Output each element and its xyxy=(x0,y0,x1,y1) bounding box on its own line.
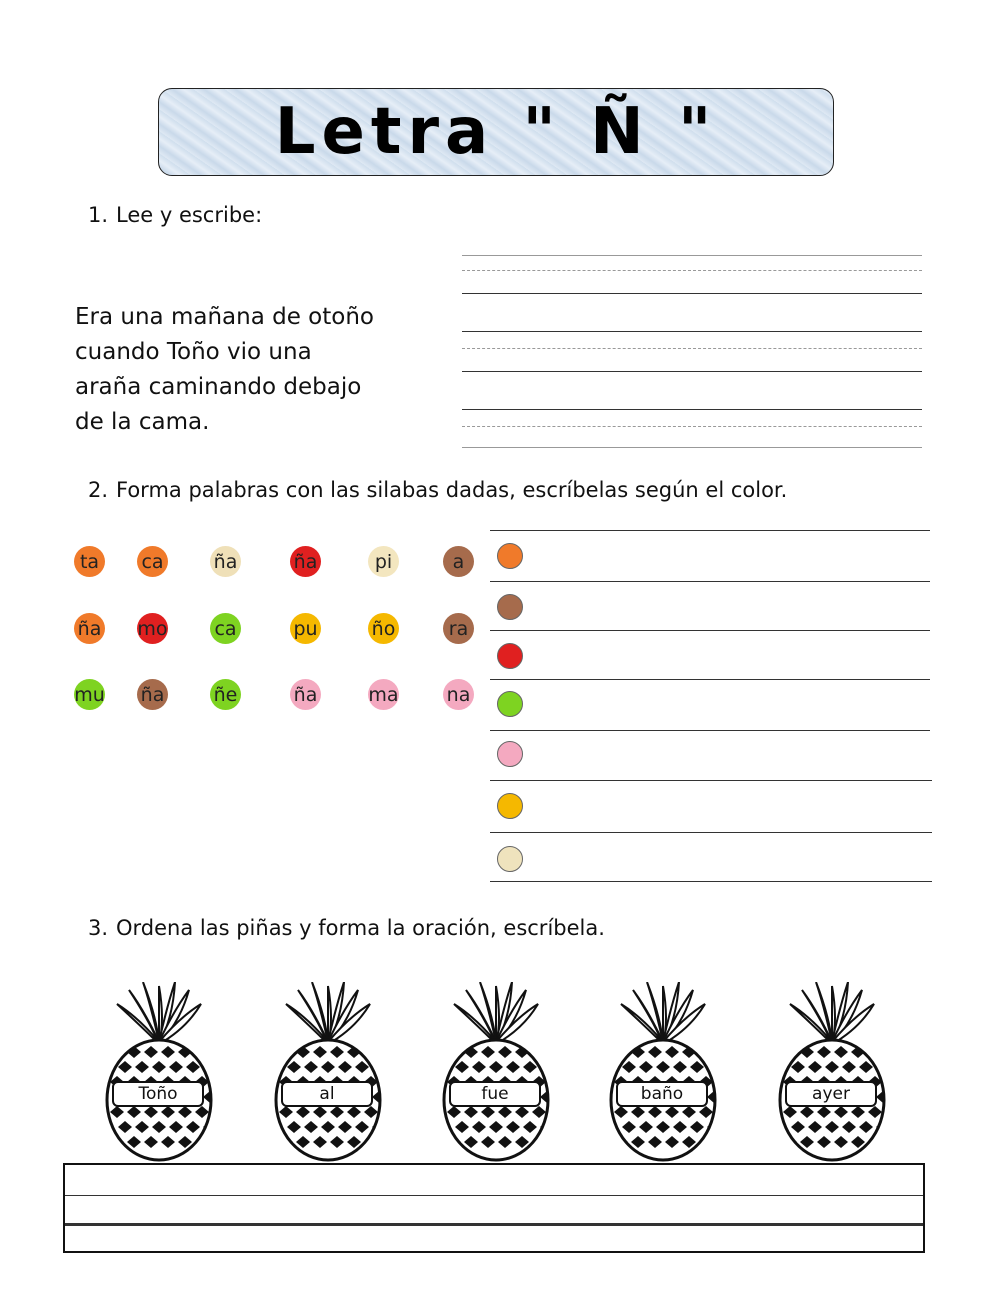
section1-text: Lee y escribe: xyxy=(116,203,263,227)
syllable-ball: ña xyxy=(290,546,321,577)
page-title: Letra " Ñ " xyxy=(274,95,718,169)
section2-number: 2. xyxy=(88,478,109,502)
color-key-dot xyxy=(497,846,523,872)
section3-instruction xyxy=(88,916,605,940)
syllable-ball: ca xyxy=(137,546,168,577)
reading-line: araña caminando debajo xyxy=(75,374,362,400)
syllable-ball: a xyxy=(443,546,474,577)
color-key-dot xyxy=(497,594,523,620)
pineapple-word: Toño xyxy=(112,1081,204,1107)
section1-instruction xyxy=(88,203,262,227)
reading-line: Era una mañana de otoño xyxy=(75,304,374,330)
syllable-ball: ma xyxy=(368,679,399,710)
color-key-dot xyxy=(497,793,523,819)
reading-text xyxy=(75,300,374,440)
reading-line: de la cama. xyxy=(75,409,210,435)
section3-text: Ordena las piñas y forma la oración, escríbela. xyxy=(116,916,605,940)
syllable-ball: ña xyxy=(74,613,105,644)
syllable-ball: pu xyxy=(290,613,321,644)
color-key-dot xyxy=(497,741,523,767)
color-key-dot xyxy=(497,643,523,669)
syllable-ball: ña xyxy=(210,546,241,577)
pineapple-icon[interactable] xyxy=(268,982,388,1162)
answer-box[interactable] xyxy=(63,1163,925,1253)
syllable-ball: ra xyxy=(443,613,474,644)
pineapple-word: ayer xyxy=(785,1081,877,1107)
syllable-ball: ca xyxy=(210,613,241,644)
syllable-ball: mo xyxy=(137,613,168,644)
section1-number: 1. xyxy=(88,203,109,227)
syllable-ball: na xyxy=(443,679,474,710)
section3-number: 3. xyxy=(88,916,109,940)
section2-text: Forma palabras con las silabas dadas, escríbelas según el color. xyxy=(116,478,788,502)
pineapple-icon[interactable] xyxy=(772,982,892,1162)
pineapple-word: al xyxy=(281,1081,373,1107)
syllable-ball: ño xyxy=(368,613,399,644)
pineapple-icon[interactable] xyxy=(436,982,556,1162)
syllable-ball: mu xyxy=(74,679,105,710)
syllable-ball: ñe xyxy=(210,679,241,710)
syllable-ball: ña xyxy=(290,679,321,710)
pineapple-icon[interactable] xyxy=(603,982,723,1162)
syllable-ball: ña xyxy=(137,679,168,710)
syllable-ball: ta xyxy=(74,546,105,577)
title-banner xyxy=(158,88,834,176)
section2-instruction xyxy=(88,478,787,502)
pineapple-word: fue xyxy=(449,1081,541,1107)
reading-line: cuando Toño vio una xyxy=(75,339,312,365)
syllable-ball: pi xyxy=(368,546,399,577)
pineapple-word: baño xyxy=(616,1081,708,1107)
pineapple-icon[interactable] xyxy=(99,982,219,1162)
color-key-dot xyxy=(497,543,523,569)
color-key-dot xyxy=(497,691,523,717)
